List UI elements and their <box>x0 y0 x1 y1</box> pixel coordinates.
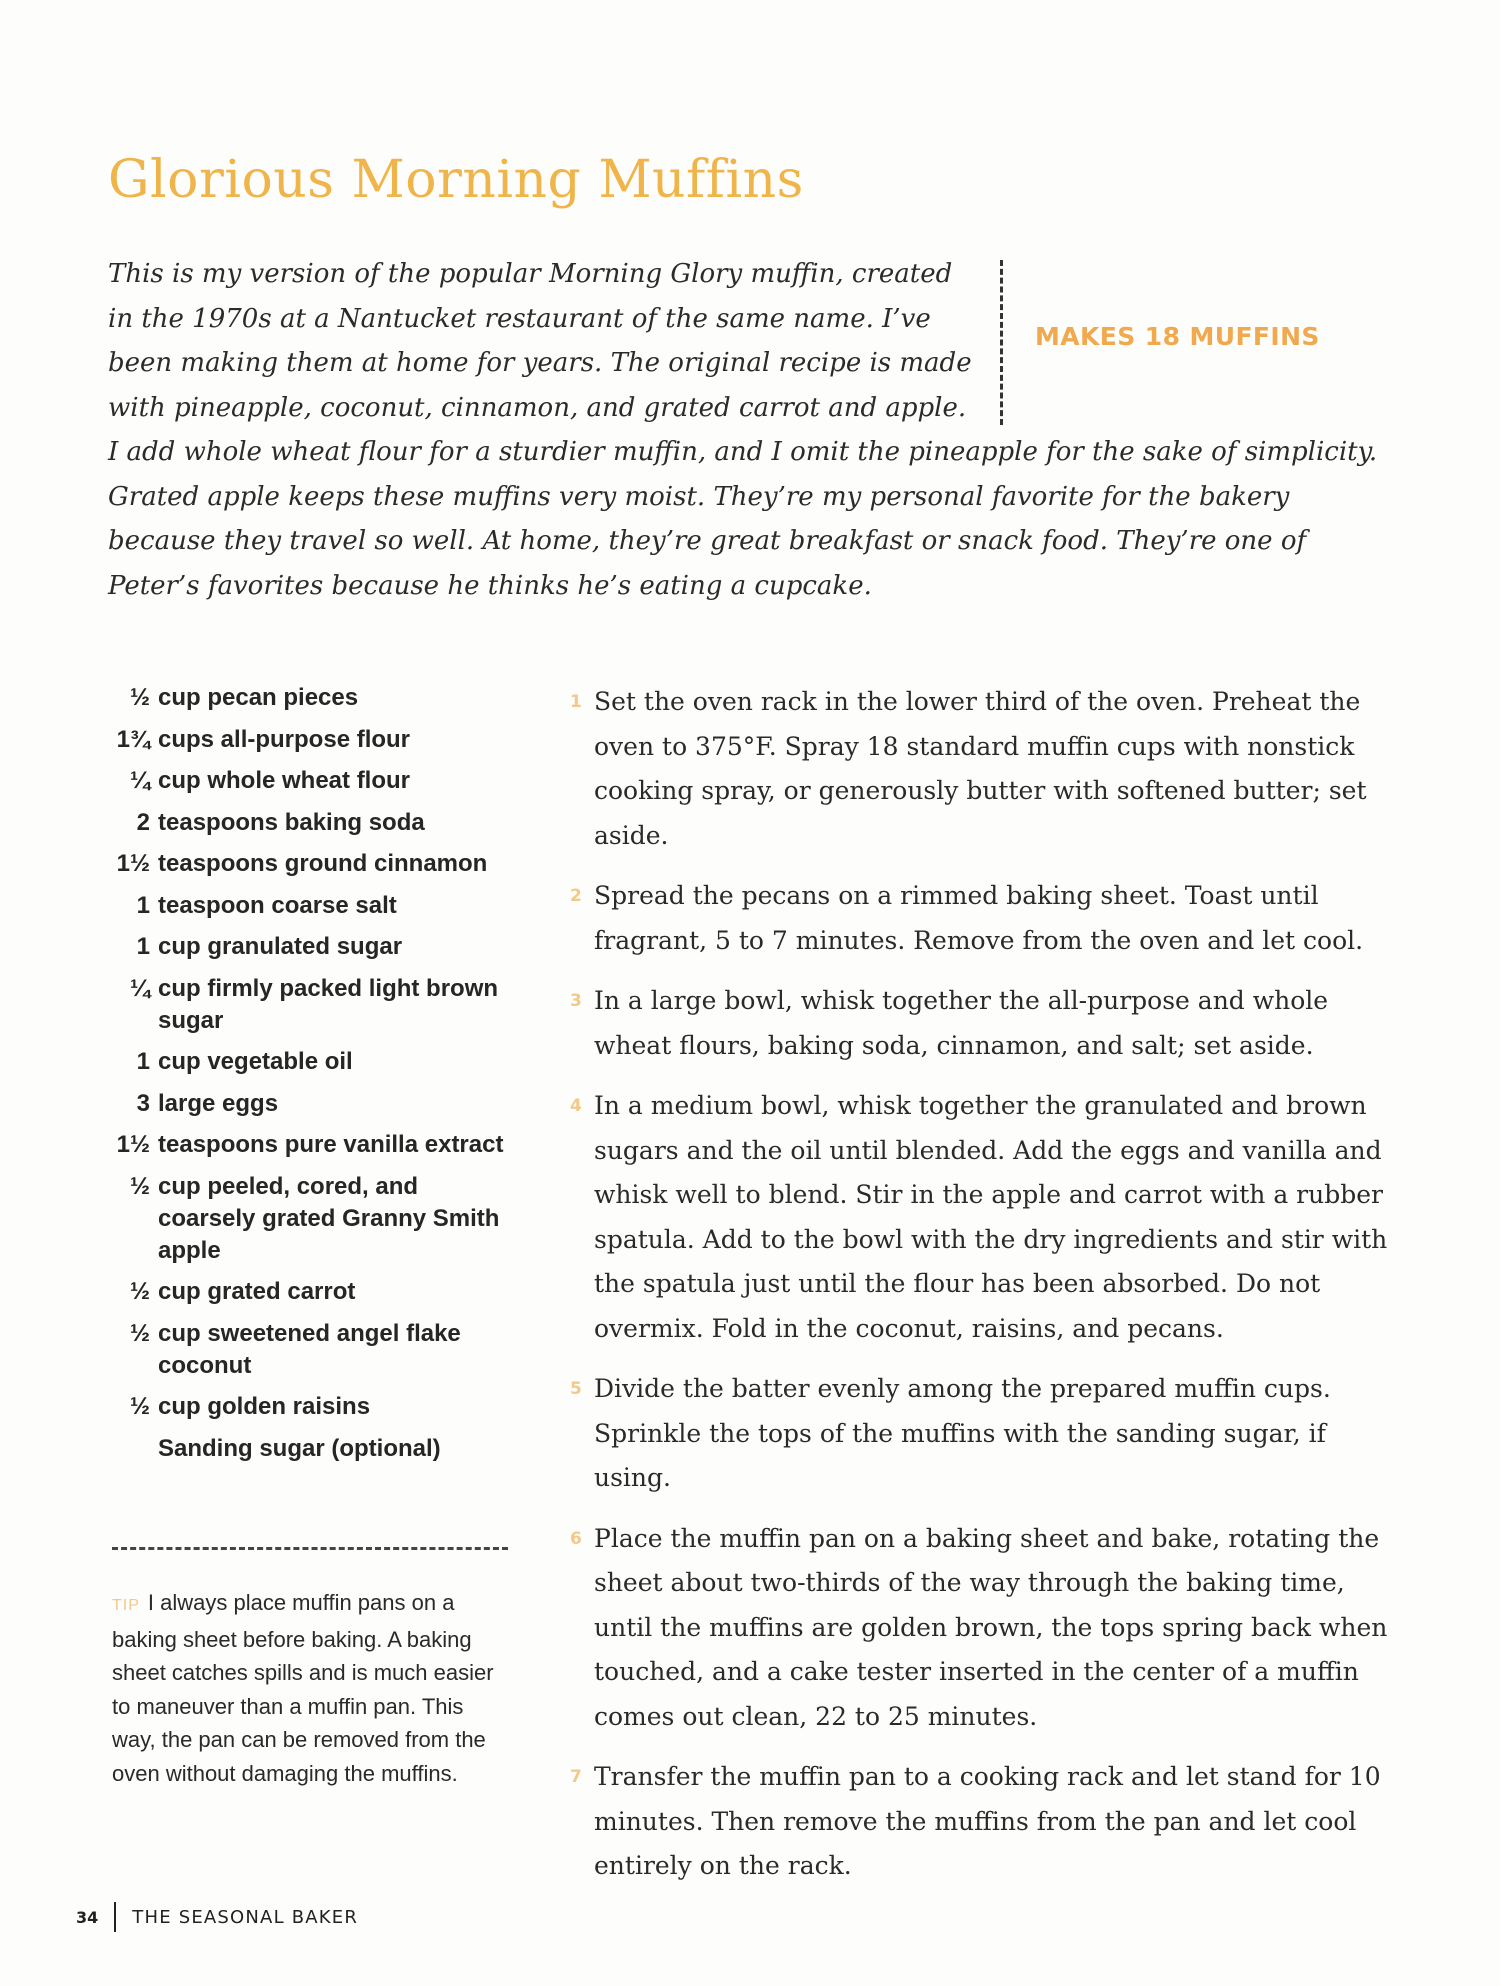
ingredient-qty: 1½ <box>116 850 150 877</box>
ingredient-name: teaspoons ground cinnamon <box>158 850 488 877</box>
step-text: Spread the pecans on a rimmed baking sheet. Toast until fragrant, 5 to 7 minutes. Remove from the oven and let cool. <box>594 881 1364 955</box>
ingredient-name: teaspoons pure vanilla extract <box>158 1131 504 1158</box>
ingredient-qty: ¼ <box>129 767 150 794</box>
step-number: 6 <box>570 1528 582 1549</box>
ingredient-item <box>108 765 508 797</box>
footer-divider <box>114 1902 116 1932</box>
ingredient-item <box>108 1276 508 1308</box>
ingredient-item <box>108 890 508 922</box>
ingredient-item <box>108 724 508 756</box>
tip-label: TIP <box>112 1597 140 1614</box>
step-item <box>568 1367 1408 1501</box>
ingredient-qty: ½ <box>129 1319 150 1347</box>
step-number: 5 <box>570 1379 582 1399</box>
step-number: 2 <box>570 886 582 906</box>
ingredient-item <box>108 1391 508 1423</box>
ingredient-item <box>108 973 508 1037</box>
intro-paragraph <box>108 252 1393 608</box>
step-number: 1 <box>570 692 582 712</box>
ingredient-item <box>108 1129 508 1161</box>
step-text: Place the muffin pan on a baking sheet and bake, rotating the sheet about two-thirds of the way through the baking time, until the muffins are golden brown, the tops spring back when touched, and a cake tester inserted in the center of a muffin comes out clean, 22 to 25 minutes. <box>594 1523 1388 1731</box>
ingredient-name: large eggs <box>158 1089 279 1117</box>
step-item <box>568 1517 1408 1740</box>
method-steps <box>568 680 1408 1905</box>
tip-divider <box>112 1547 508 1550</box>
page-number: 34 <box>76 1907 99 1927</box>
ingredient-list <box>108 682 508 1474</box>
ingredient-item <box>108 1088 508 1120</box>
step-item <box>568 874 1408 963</box>
step-number: 4 <box>570 1096 582 1116</box>
step-text: In a large bowl, whisk together the all-purpose and whole wheat flours, baking soda, cinnamon, and salt; set aside. <box>594 986 1329 1060</box>
ingredient-name: cup granulated sugar <box>158 933 403 960</box>
ingredient-qty: ½ <box>129 1172 150 1200</box>
step-item <box>568 1084 1408 1351</box>
ingredient-name: cups all-purpose flour <box>158 725 411 753</box>
tip-box <box>112 1586 512 1790</box>
ingredient-qty: ½ <box>129 1278 150 1305</box>
step-text: Transfer the muffin pan to a cooking rack and let stand for 10 minutes. Then remove the muffins from the pan and let cool entirely on the rack. <box>594 1762 1381 1880</box>
ingredient-name: Sanding sugar (optional) <box>158 1434 441 1462</box>
step-text: Set the oven rack in the lower third of the oven. Preheat the oven to 375°F. Spray 18 standard muffin cups with nonstick cooking spray, or generously butter with softened butter; set aside. <box>594 687 1367 850</box>
intro-text: This is my version of the popular Morning Glory muffin, created in the 1970s at a Nantucket restaurant of the same name. I’ve been making them at home for years. The original recipe is made with pineapple, coconut, cinnamon, and grated carrot and apple. I add whole wheat flour for a sturdier muffin, and I omit the pineapple for the sake of simplicity. Grated apple keeps these muffins very moist. They’re my personal favorite for the bakery because they travel so well. At home, they’re great breakfast or snack food. They’re one of Peter’s favorites because he thinks he’s eating a cupcake. <box>108 259 1378 601</box>
ingredient-name: cup sweetened angel flake coconut <box>158 1319 461 1379</box>
ingredient-name: cup peeled, cored, and coarsely grated Granny Smith apple <box>158 1172 500 1264</box>
ingredient-qty: 3 <box>136 1089 150 1117</box>
step-number: 7 <box>570 1767 582 1787</box>
step-text: Divide the batter evenly among the prepared muffin cups. Sprinkle the tops of the muffins with the sanding sugar, if using. <box>594 1374 1331 1492</box>
ingredient-name: cup whole wheat flour <box>158 767 411 794</box>
step-number: 3 <box>570 991 582 1011</box>
ingredient-qty: 1 <box>136 933 150 960</box>
intro-wrap-spacer <box>973 252 1393 430</box>
ingredient-qty: 1½ <box>116 1131 150 1158</box>
step-item <box>568 1755 1408 1889</box>
ingredient-qty: ¼ <box>129 974 150 1002</box>
ingredient-name: teaspoons baking soda <box>158 808 425 836</box>
ingredient-name: cup pecan pieces <box>158 684 359 711</box>
ingredient-qty: 1 <box>136 891 150 919</box>
ingredient-qty: 1¾ <box>116 725 150 753</box>
ingredient-name: cup vegetable oil <box>158 1048 353 1075</box>
ingredient-item <box>108 1171 508 1267</box>
tip-text: I always place muffin pans on a baking sheet before baking. A baking sheet catches spills and is much easier to maneuver than a muffin pan. This way, the pan can be removed from the oven without damaging the muffins. <box>112 1590 494 1786</box>
ingredient-name: cup firmly packed light brown sugar <box>158 974 499 1034</box>
ingredient-item <box>108 1318 508 1382</box>
step-item <box>568 680 1408 858</box>
page-footer <box>76 1902 358 1932</box>
ingredient-qty: ½ <box>129 1393 150 1420</box>
ingredient-item <box>108 1046 508 1078</box>
step-item <box>568 979 1408 1068</box>
recipe-title: Glorious Morning Muffins <box>108 150 804 210</box>
book-title: THE SEASONAL BAKER <box>132 1906 359 1928</box>
ingredient-qty: 1 <box>136 1048 150 1075</box>
ingredient-name: cup grated carrot <box>158 1278 356 1305</box>
ingredient-name: cup golden raisins <box>158 1393 371 1420</box>
ingredient-qty: 2 <box>136 808 150 836</box>
ingredient-item <box>108 1433 508 1465</box>
yield-label: MAKES 18 MUFFINS <box>1035 322 1320 351</box>
ingredient-item <box>108 807 508 839</box>
ingredient-item <box>108 931 508 963</box>
ingredient-item <box>108 682 508 714</box>
ingredient-qty: ½ <box>129 684 150 711</box>
ingredient-name: teaspoon coarse salt <box>158 891 397 919</box>
ingredient-item <box>108 848 508 880</box>
ingredient-qty <box>108 1433 158 1465</box>
step-text: In a medium bowl, whisk together the granulated and brown sugars and the oil until blended. Add the eggs and vanilla and whisk well to blend. Stir in the apple and carrot with a rubber spatula. Add to the bowl with the dry ingredients and stir with the spatula just until the flour has been absorbed. Do not overmix. Fold in the coconut, raisins, and pecans. <box>594 1091 1388 1343</box>
